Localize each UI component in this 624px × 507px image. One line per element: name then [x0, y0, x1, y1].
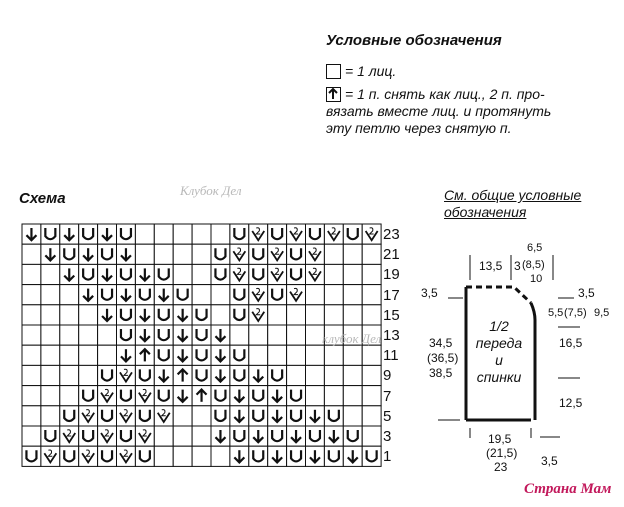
measure-bottom-2: (21,5): [486, 446, 518, 460]
watermark-mid: клубок Дел: [322, 331, 382, 346]
measure-left-height-1: 34,5: [429, 336, 453, 350]
pattern-piece-label: [474, 318, 524, 386]
row-number: 1: [383, 448, 392, 466]
measure-bottom-1: 19,5: [488, 432, 512, 446]
measure-right-mid: 16,5: [559, 336, 583, 350]
legend-knit-text: = 1 лиц.: [345, 63, 397, 79]
legend-sk2p-line3: эту петлю через снятую п.: [326, 120, 512, 136]
measure-right-top: 3,5: [578, 286, 595, 300]
measure-shoulder: 3: [514, 259, 521, 273]
measure-right-low: 12,5: [559, 396, 583, 410]
piece-label-2: переда: [475, 335, 523, 351]
measure-right-arm-1: 5,5: [548, 307, 564, 319]
measure-top-width: 13,5: [479, 259, 503, 273]
row-number: 23: [383, 226, 400, 243]
measure-bottom-right: 3,5: [541, 454, 558, 468]
row-number: 5: [383, 407, 392, 425]
measure-left-height-3: 38,5: [429, 366, 453, 380]
site-watermark: Страна Мам: [524, 481, 612, 497]
watermark-top: Клубок Дел: [180, 183, 242, 198]
pattern-ref-line2: обозначения: [444, 204, 527, 220]
measure-neck-top: 6,5: [527, 242, 543, 254]
measure-left-upper: 3,5: [421, 286, 438, 300]
row-number: 15: [383, 306, 400, 324]
legend-title: Условные обозначения: [326, 32, 502, 49]
row-number: 7: [383, 387, 392, 405]
measure-bottom-3: 23: [494, 460, 508, 474]
piece-label-4: спинки: [476, 369, 522, 385]
measure-right-arm-3: 9,5: [594, 307, 610, 319]
row-number: 9: [383, 367, 392, 385]
legend-sk2p-line2: вязать вместе лиц. и протянуть: [326, 103, 552, 119]
piece-label-1: 1/2: [489, 318, 509, 334]
row-number: 3: [383, 428, 392, 445]
row-number: 17: [383, 286, 400, 304]
measure-shoulder-alt: (8,5): [522, 259, 545, 271]
piece-label-3: и: [495, 352, 503, 368]
measure-right-arm-2: (7,5): [564, 307, 587, 319]
row-number: 19: [383, 266, 400, 284]
row-number: 11: [383, 347, 399, 365]
measure-left-height-2: (36,5): [427, 351, 459, 365]
row-number: 13: [383, 327, 400, 344]
measure-neck-bottom: 10: [530, 273, 543, 285]
row-number: 21: [383, 246, 400, 264]
legend-sk2p-line1: = 1 п. снять как лиц., 2 п. про-: [345, 86, 545, 102]
pattern-ref-line1: См. общие условные: [444, 187, 582, 203]
scheme-title: Схема: [19, 190, 66, 207]
